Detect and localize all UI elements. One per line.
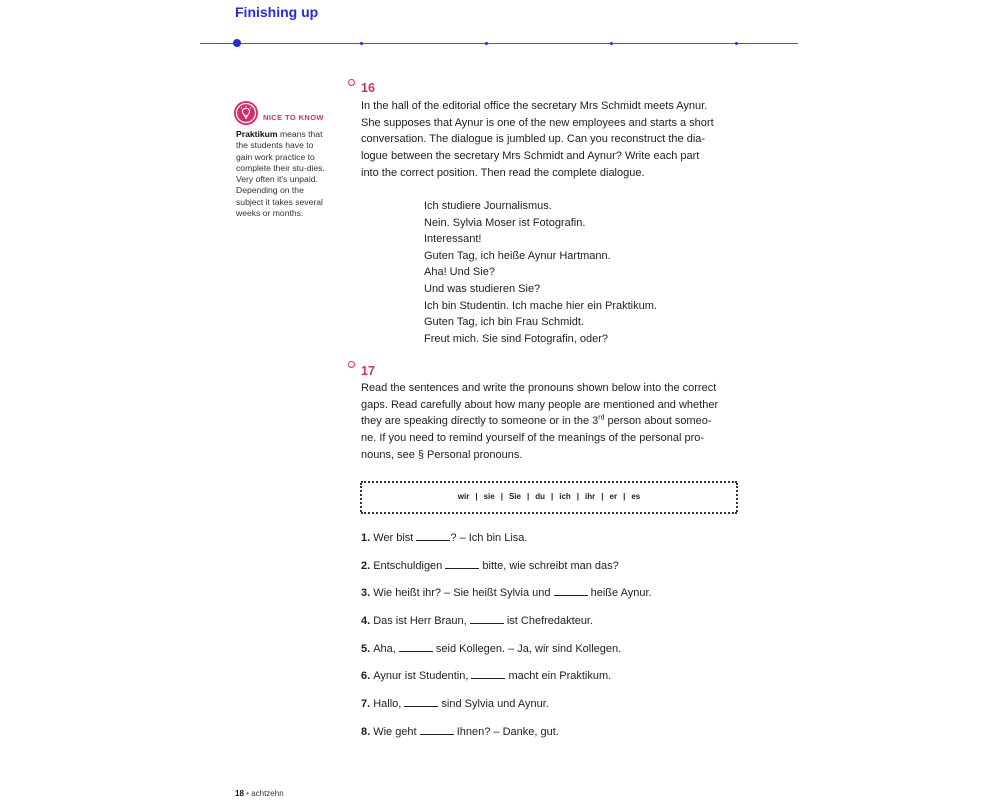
pronoun-list <box>361 492 737 501</box>
pronoun-word: du <box>535 492 545 501</box>
progress-dot <box>360 42 363 45</box>
nice-to-know-label: NICE TO KNOW <box>263 113 324 122</box>
instruction-line: nouns, see § Personal pronouns. <box>361 448 523 461</box>
instruction-line: into the correct position. Then read the complete dialogue. <box>361 166 645 179</box>
instruction-line: She supposes that Aynur is one of the new employees and starts a short <box>361 116 714 129</box>
answer-gap[interactable] <box>404 696 438 707</box>
footer-bullet: • <box>246 789 249 798</box>
exercise-17-number: 17 <box>361 364 375 378</box>
progress-dot-active <box>233 39 241 47</box>
sentence-item: 4. Das ist Herr Braun, ist Chefredakteur. <box>361 615 594 627</box>
answer-gap[interactable] <box>445 558 479 569</box>
answer-gap[interactable] <box>420 724 454 735</box>
word-separator: | <box>550 492 554 501</box>
word-separator: | <box>576 492 580 501</box>
answer-gap[interactable] <box>399 641 433 652</box>
page-title: Finishing up <box>235 4 319 20</box>
sentence-item: 8. Wie geht Ihnen? – Danke, gut. <box>361 726 559 738</box>
word-separator: | <box>601 492 604 501</box>
jumbled-dialogue <box>424 198 657 347</box>
nice-to-know-text <box>236 129 330 219</box>
dialogue-line: Freut mich. Sie sind Fotografin, oder? <box>424 332 609 345</box>
sentence-item: 1. Wer bist ? – Ich bin Lisa. <box>361 532 528 544</box>
dialogue-line: Ich bin Studentin. Ich mache hier ein Praktikum. <box>424 299 657 312</box>
exercise-16-number: 16 <box>361 81 375 95</box>
pronoun-word: ich <box>559 492 571 501</box>
sentence-item: 2. Entschuldigen bitte, wie schreibt man das? <box>361 560 619 572</box>
pronoun-word: ihr <box>585 492 596 501</box>
word-separator: | <box>500 492 503 501</box>
answer-gap[interactable] <box>470 613 504 624</box>
dialogue-line: Und was studieren Sie? <box>424 282 541 295</box>
word-separator: | <box>475 492 478 501</box>
pronoun-word: er <box>609 492 618 501</box>
pronoun-word: sie <box>483 492 495 501</box>
instruction-line: gaps. Read carefully about how many people are mentioned and whether <box>361 398 719 411</box>
lightbulb-icon <box>234 101 258 125</box>
word-separator: | <box>526 492 530 501</box>
progress-dot <box>735 42 738 45</box>
exercise-marker-icon <box>348 79 355 86</box>
answer-gap[interactable] <box>471 668 505 679</box>
instruction-line: Read the sentences and write the pronouns shown below into the correct <box>361 382 717 394</box>
progress-dot <box>485 42 488 45</box>
sentence-item: 6. Aynur ist Studentin, macht ein Praktikum. <box>361 670 612 682</box>
instruction-line: conversation. The dialogue is jumbled up. Can you reconstruct the dia- <box>361 133 706 146</box>
word-separator: | <box>623 492 626 501</box>
answer-gap[interactable] <box>416 530 450 541</box>
dialogue-line: Ich studiere Journalismus. <box>424 200 552 212</box>
progress-dot <box>610 42 613 45</box>
praktikum-term: Praktikum <box>236 129 278 139</box>
dialogue-line: Guten Tag, ich bin Frau Schmidt. <box>424 316 584 329</box>
sentence-item: 5. Aha, seid Kollegen. – Ja, wir sind Kollegen. <box>361 643 622 655</box>
pronoun-word-box <box>361 481 737 514</box>
instruction-line: they are speaking directly to someone or in the 3rd person about someo- <box>361 414 712 428</box>
page-number-word: achtzehn <box>251 789 284 798</box>
exercise-17-instructions <box>361 380 741 464</box>
exercise-marker-icon <box>348 361 355 368</box>
instruction-line: ne. If you need to remind yourself of the meanings of the personal pro- <box>361 432 705 445</box>
pronoun-word: wir <box>457 492 470 501</box>
dialogue-line: Nein. Sylvia Moser ist Fotografin. <box>424 216 586 229</box>
instruction-line: logue between the secretary Mrs Schmidt and Aynur? Write each part <box>361 150 700 163</box>
sentence-item: 3. Wie heißt ihr? – Sie heißt Sylvia und heiße Aynur. <box>361 587 652 599</box>
dialogue-line: Aha! Und Sie? <box>424 266 495 279</box>
pronoun-word: es <box>631 492 641 501</box>
praktikum-definition: means that the students have to gain work practice to complete their stu-dies. Very often it's unpaid. Depending on the subject it takes several weeks or months. <box>236 129 325 219</box>
dialogue-line: Interessant! <box>424 233 482 246</box>
page-number: 18 <box>235 789 244 798</box>
instruction-line: In the hall of the editorial office the secretary Mrs Schmidt meets Aynur. <box>361 100 708 112</box>
page-footer <box>235 789 284 798</box>
answer-gap[interactable] <box>554 585 588 596</box>
sentence-item: 7. Hallo, sind Sylvia und Aynur. <box>361 698 549 710</box>
pronoun-word: Sie <box>508 492 521 501</box>
exercise-16-instructions <box>361 98 741 182</box>
header-divider-line <box>200 43 798 44</box>
dialogue-line: Guten Tag, ich heiße Aynur Hartmann. <box>424 249 611 262</box>
